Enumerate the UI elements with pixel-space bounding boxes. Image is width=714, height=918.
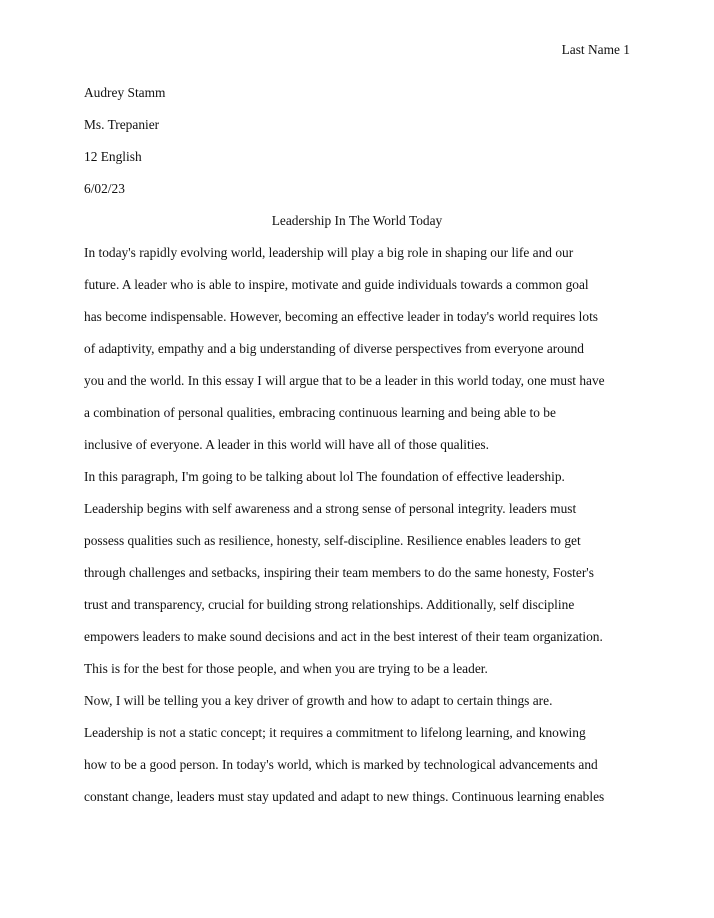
essay-title: Leadership In The World Today	[271, 213, 443, 228]
essay-date: 6/02/23	[84, 181, 125, 196]
body-line: a combination of personal qualities, embracing continuous learning and being able to be	[84, 405, 556, 420]
body-line: through challenges and setbacks, inspiring their team members to do the same honesty, Foster's	[84, 565, 594, 580]
body-line: how to be a good person. In today's world, which is marked by technological advancements and	[84, 757, 598, 772]
body-line: you and the world. In this essay I will argue that to be a leader in this world today, one must have	[84, 373, 605, 388]
body-line: In today's rapidly evolving world, leadership will play a big role in shaping our life and our	[84, 245, 574, 260]
body-line: Now, I will be telling you a key driver of growth and how to adapt to certain things are.	[84, 693, 553, 708]
student-name: Audrey Stamm	[84, 85, 166, 100]
body-line: future. A leader who is able to inspire, motivate and guide individuals towards a common goal	[84, 277, 589, 292]
body-line: has become indispensable. However, becoming an effective leader in today's world requires lots	[84, 309, 599, 324]
body-line: In this paragraph, I'm going to be talking about lol The foundation of effective leadership.	[84, 469, 565, 484]
body-line: This is for the best for those people, and when you are trying to be a leader.	[84, 661, 488, 676]
body-line: Leadership is not a static concept; it requires a commitment to lifelong learning, and knowing	[84, 725, 586, 740]
body-line: constant change, leaders must stay updated and adapt to new things. Continuous learning enables	[84, 789, 605, 804]
body-line: Leadership begins with self awareness and a strong sense of personal integrity. leaders must	[84, 501, 577, 516]
course-name: 12 English	[84, 149, 142, 164]
body-line: inclusive of everyone. A leader in this world will have all of those qualities.	[84, 437, 489, 452]
body-line: possess qualities such as resilience, honesty, self-discipline. Resilience enables leaders to get	[84, 533, 581, 548]
body-line: trust and transparency, crucial for building strong relationships. Additionally, self discipline	[84, 597, 575, 612]
body-line: of adaptivity, empathy and a big understanding of diverse perspectives from everyone around	[84, 341, 585, 356]
running-head: Last Name 1	[561, 42, 630, 57]
teacher-name: Ms. Trepanier	[84, 117, 160, 132]
body-line: empowers leaders to make sound decisions and act in the best interest of their team organization.	[84, 629, 603, 644]
